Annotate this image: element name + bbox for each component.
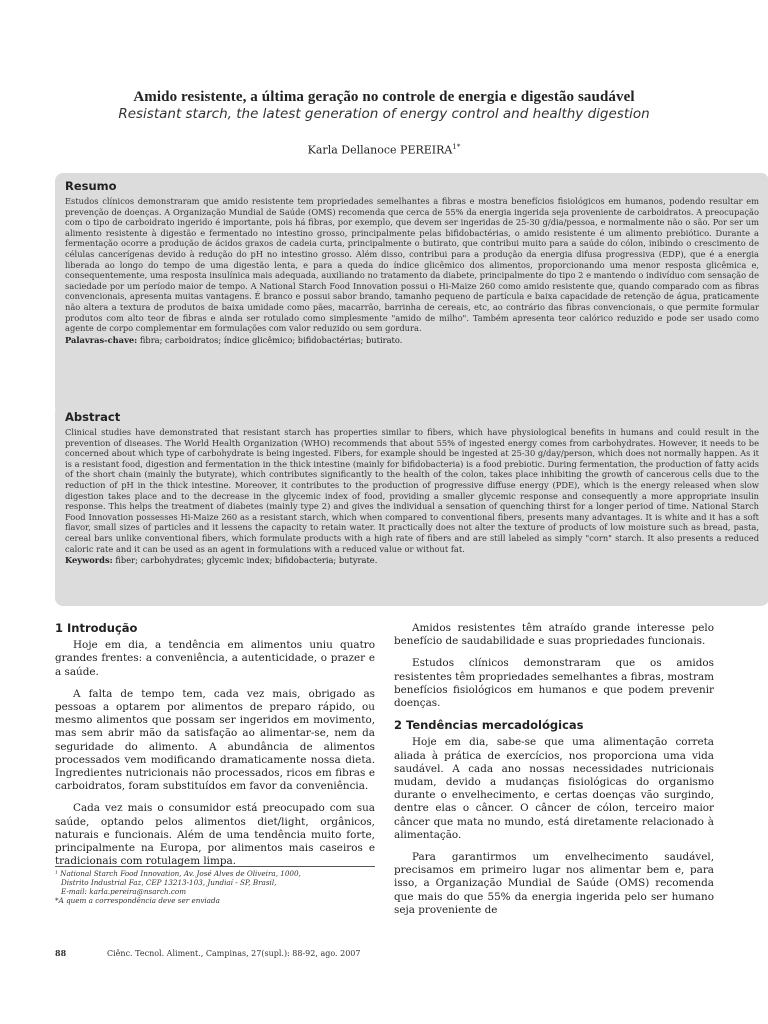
palavras-chave-text: fibra; carboidratos; índice glicêmico; bifidobactérias; butirato. [137, 334, 403, 345]
resumo-heading: Resumo [65, 179, 117, 193]
section-heading-introducao: 1 Introdução [55, 621, 138, 635]
paragraph: Hoje em dia, sabe-se que uma alimentação correta aliada à prática de exercícios, nos proporciona uma vida saudável. A cada ano nossas necessidades nutricionais mudam, devido a mudanças fisiológicas do organismo durante o envelhecimento, e certas doenças vão surgindo, dentre elas o câncer. O câncer de cólon, terceiro maior câncer que mata no mundo, está diretamente relacionado à alimentação. [394, 736, 714, 841]
abstract-body: Clinical studies have demonstrated that resistant starch has properties similar to fibers, which have physiological benefits in humans and could result in the prevention of diseases. The World Health Organization (WHO) recommends that about 55% of ingested energy comes from carbohydrates. However, it needs to be concerned about which type of carbohydrate is being ingested. Fibers, for example should be ingested at 25-30 g/day/person, which does not normally happen. As it is a resistant food, digestion and fermentation in the thick intestine (mainly for bifidobacteria) is a food prebiotic. During fermentation, the production of fatty acids of the short chain (mainly the butyrate), which contributes significantly to the health of the colon, takes place inhibiting the growth of cancerous cells due to the reduction of pH in the thick intestine. Moreover, it contributes to the production of progressive diffuse energy (PDE), which is the energy released when slow digestion takes place and to the decrease in the glycemic index of food, providing a smaller glycemic response and consequently a more appropriate insulin response. This helps the treatment of diabetes (mainly type 2) and gives the individual a sensation of quenching thirst for a longer period of time. National Starch Food Innovation possesses Hi-Maize 260 as a resistant starch, which when compared to conventional fibers, presents many advantages. It is white and it has a soft flavor, small sizes of particles and it lessens the capacity to retain water. It practically does not alter the texture of products of low moisture such as bread, pasta, cereal bars unlike conventional fibers, which formulate products with a high rate of fibers and are still labeled as simply "corn" starch. It also presents a reduced caloric rate and it can be used as an agent in formulations with a reduced value or without fat. [65, 427, 759, 554]
keywords [65, 555, 759, 566]
footnote-correspondence: *A quem a correspondência deve ser enviada [55, 896, 220, 905]
footnote-email: E-mail: karla.pereira@nsarch.com [61, 887, 187, 896]
paragraph: Hoje em dia, a tendência em alimentos uniu quatro grandes frentes: a conveniência, a autenticidade, o prazer e a saúde. [55, 639, 375, 678]
author-name: Karla Dellanoce PEREIRA [307, 143, 453, 157]
keywords-text: fiber; carbohydrates; glycemic index; bifidobacteria; butyrate. [112, 555, 378, 566]
abstract-box [55, 404, 768, 606]
page-footer [55, 948, 385, 958]
paragraph: Para garantirmos um envelhecimento saudável, precisamos em primeiro lugar nos alimentar bem e, para isso, a Organização Mundial de Saúde (OMS) recomenda que mais do que 55% da energia ingerida pelo ser humano seja proveniente de [394, 851, 714, 916]
author-line [0, 143, 768, 157]
author-marks: 1* [452, 143, 461, 151]
footnote-affiliation: ¹ National Starch Food Innovation, Av. José Alves de Oliveira, 1000, [55, 869, 301, 878]
paragraph: Estudos clínicos demonstraram que os amidos resistentes têm propriedades semelhantes a fibras, mostram benefícios fisiológicos em humanos e que podem prevenir doenças. [394, 657, 714, 710]
paragraph: Amidos resistentes têm atraído grande interesse pelo benefício de saudabilidade e suas propriedades funcionais. [394, 622, 714, 648]
section-heading-tendencias: 2 Tendências mercadológicas [394, 718, 584, 733]
paper-subtitle: Resistant starch, the latest generation of energy control and healthy digestion [118, 106, 650, 122]
paper-title: Amido resistente, a última geração no controle de energia e digestão saudável [133, 89, 635, 105]
palavras-chave-label: Palavras-chave: [65, 334, 138, 345]
journal-citation: Ciênc. Tecnol. Aliment., Campinas, 27(supl.): 88-92, ago. 2007 [107, 949, 361, 958]
abstract-heading: Abstract [65, 410, 121, 424]
paragraph: Cada vez mais o consumidor está preocupado com sua saúde, optando pelos alimentos diet/light, orgânicos, naturais e funcionais. Além de uma tendência muito forte, principalmente na Europa, por alimentos mais caseiros e tradicionais com rotulagem limpa. [55, 802, 375, 868]
resumo-body: Estudos clínicos demonstraram que amido resistente tem propriedades semelhantes a fibras e mostra benefícios fisiológicos em humanos, podendo resultar em prevenção de doenças. A Organização Mundial de Saúde (OMS) recomenda que cerca de 55% da energia ingerida seja proveniente de carboidratos. A preocupação com o tipo de carboidrato ingerido é importante, pois há fibras, por exemplo, que devem ser ingeridas de 25-30 g/dia/pessoa, e normalmente não o são. Por ser um alimento resistente à digestão e fermentado no intestino grosso, principalmente pelas bifidobactérias, o amido resistente é um alimento prebiótico. Durante a fermentação ocorre a produção de ácidos graxos de cadeia curta, principalmente o butirato, que contribui muito para a saúde do cólon, inibindo o crescimento de células cancerígenas devido à redução do pH no intestino grosso. Além disso, contribui para a produção da energia difusa progressiva (EDP), que é a energia liberada ao longo do tempo de uma digestão lenta, e para a queda do índice glicêmico dos alimentos, proporcionando uma menor resposta glicêmica e, consequentemente, uma resposta insulínica mais adequada, auxiliando no tratamento da diabete, principalmente do tipo 2 e mantendo o indivíduo com sensação de saciedade por um período maior de tempo. A National Starch Food Innovation possui o Hi-Maize 260 como amido resistente que, quando comparado com as fibras convencionais, apresenta muitas vantagens. É branco e possui sabor brando, tamanho pequeno de partícula e baixa capacidade de retenção de água, praticamente não altera a textura de produtos de baixa umidade como pães, macarrão, barrinha de cereais, etc, ao contrário das fibras convencionais, o que permite formular produtos com alto teor de fibras e ainda ser rotulado como simplesmente "amido de milho". Também apresenta teor calórico reduzido e pode ser usado como agente de corpo complementar em formulações com valor reduzido ou sem gordura. [65, 196, 759, 334]
left-column [55, 622, 375, 877]
footnote-address: Distrito Industrial Faz, CEP 13213-103, Jundiaí - SP, Brasil, [61, 878, 277, 887]
right-column [394, 622, 714, 926]
palavras-chave [65, 335, 759, 346]
resumo-box [55, 173, 768, 415]
footnotes [55, 866, 375, 905]
keywords-label: Keywords: [65, 555, 113, 566]
paragraph: A falta de tempo tem, cada vez mais, obrigado as pessoas a optarem por alimentos de preparo rápido, ou mesmo alimentos que possam ser ingeridos em movimento, mas sem abrir mão da satisfação ao alimentar-se, nem da seguridade do alimento. A abundância de alimentos processados vem modificando dramaticamente nossa dieta. Ingredientes nutricionais não processados, ricos em fibras e carboidratos, foram substituídos em favor da conveniência. [55, 687, 375, 793]
page-number: 88 [55, 948, 67, 958]
